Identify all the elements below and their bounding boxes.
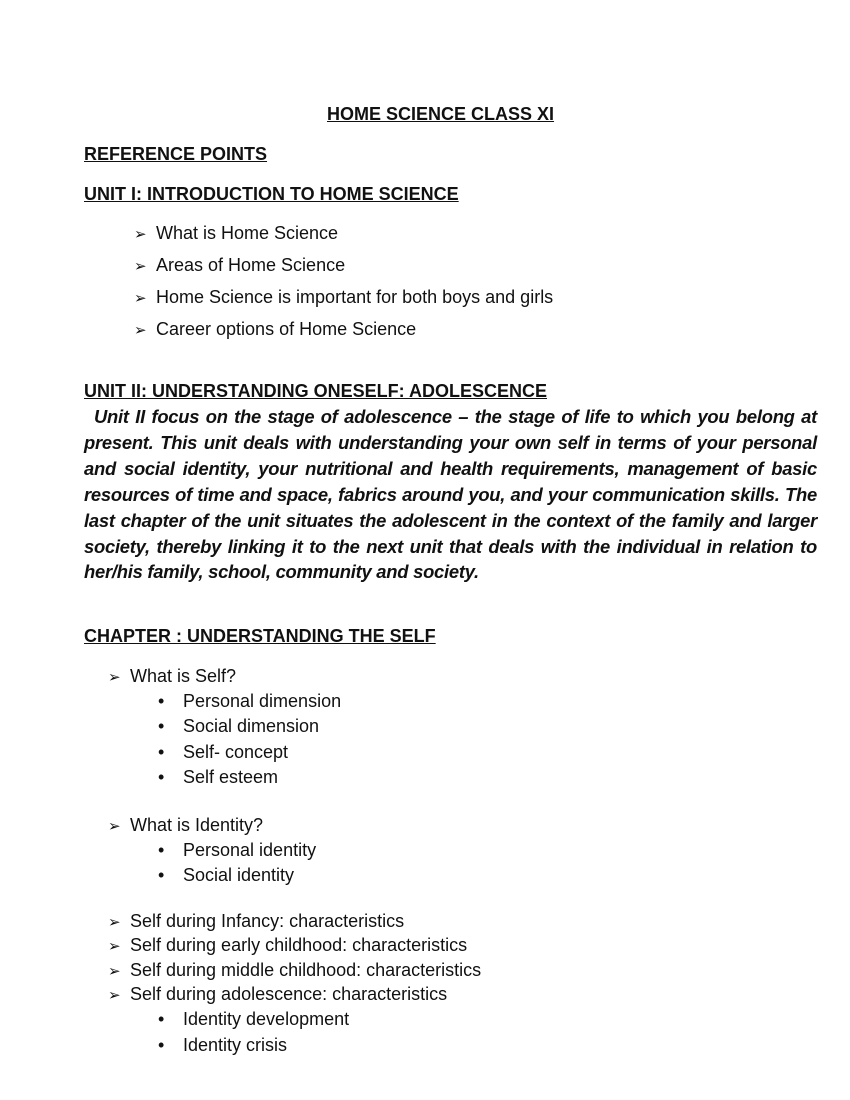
arrow-bullet-icon: ➢ bbox=[108, 963, 121, 980]
sub-list-item: • Self- concept bbox=[158, 742, 289, 762]
list-item: ➢ Self during Infancy: characteristics bbox=[108, 911, 405, 931]
arrow-bullet-icon: ➢ bbox=[108, 818, 121, 835]
sub-list-item: • Social dimension bbox=[158, 716, 320, 736]
unit1-heading: UNIT I: INTRODUCTION TO HOME SCIENCE bbox=[84, 184, 459, 204]
arrow-bullet-icon: ➢ bbox=[108, 669, 121, 686]
arrow-bullet-icon: ➢ bbox=[108, 987, 121, 1004]
bullet-icon: • bbox=[158, 840, 165, 860]
bullet-icon: • bbox=[158, 1035, 165, 1055]
list-item: ➢ What is Home Science bbox=[134, 223, 339, 243]
list-item: ➢ Self during early childhood: characteristics bbox=[108, 935, 468, 955]
sub-list-item: • Self esteem bbox=[158, 767, 279, 787]
bullet-icon: • bbox=[158, 716, 165, 736]
list-item: ➢ What is Identity? bbox=[108, 815, 264, 835]
sub-list-item: • Identity development bbox=[158, 1009, 350, 1029]
sub-list-item: • Personal dimension bbox=[158, 691, 342, 711]
list-item: ➢ What is Self? bbox=[108, 666, 237, 686]
bullet-icon: • bbox=[158, 742, 165, 762]
document-title: HOME SCIENCE CLASS XI bbox=[327, 104, 555, 124]
list-item: ➢ Home Science is important for both boys and girls bbox=[134, 287, 554, 307]
sub-list-item: • Social identity bbox=[158, 865, 295, 885]
arrow-bullet-icon: ➢ bbox=[134, 226, 147, 243]
list-item: ➢ Career options of Home Science bbox=[134, 319, 417, 339]
sub-list-item: • Personal identity bbox=[158, 840, 317, 860]
bullet-icon: • bbox=[158, 767, 165, 787]
arrow-bullet-icon: ➢ bbox=[134, 322, 147, 339]
reference-points-heading: REFERENCE POINTS bbox=[84, 144, 268, 164]
bullet-icon: • bbox=[158, 1009, 165, 1029]
arrow-bullet-icon: ➢ bbox=[108, 914, 121, 931]
list-item: ➢ Self during adolescence: characteristics bbox=[108, 984, 448, 1004]
arrow-bullet-icon: ➢ bbox=[134, 290, 147, 307]
list-item: ➢ Self during middle childhood: characteristics bbox=[108, 960, 482, 980]
chapter-heading: CHAPTER : UNDERSTANDING THE SELF bbox=[84, 626, 436, 646]
unit2-paragraph: Unit II focus on the stage of adolescence – the stage of life to which you belong at present. This unit deals with understanding your own self in terms of your personal and social identity, your nutritional and health requirements, management of basic resources of time and space, fabrics around you, and your communication skills. The last chapter of the unit situates the adolescent in the context of the family and larger society, thereby linking it to the next unit that deals with the individual in relation to her/his family, school, community and society. bbox=[84, 406, 817, 583]
sub-list-item: • Identity crisis bbox=[158, 1035, 288, 1055]
list-item: ➢ Areas of Home Science bbox=[134, 255, 346, 275]
bullet-icon: • bbox=[158, 691, 165, 711]
arrow-bullet-icon: ➢ bbox=[108, 938, 121, 955]
arrow-bullet-icon: ➢ bbox=[134, 258, 147, 275]
unit2-heading: UNIT II: UNDERSTANDING ONESELF: ADOLESCENCE bbox=[84, 381, 548, 401]
bullet-icon: • bbox=[158, 865, 165, 885]
